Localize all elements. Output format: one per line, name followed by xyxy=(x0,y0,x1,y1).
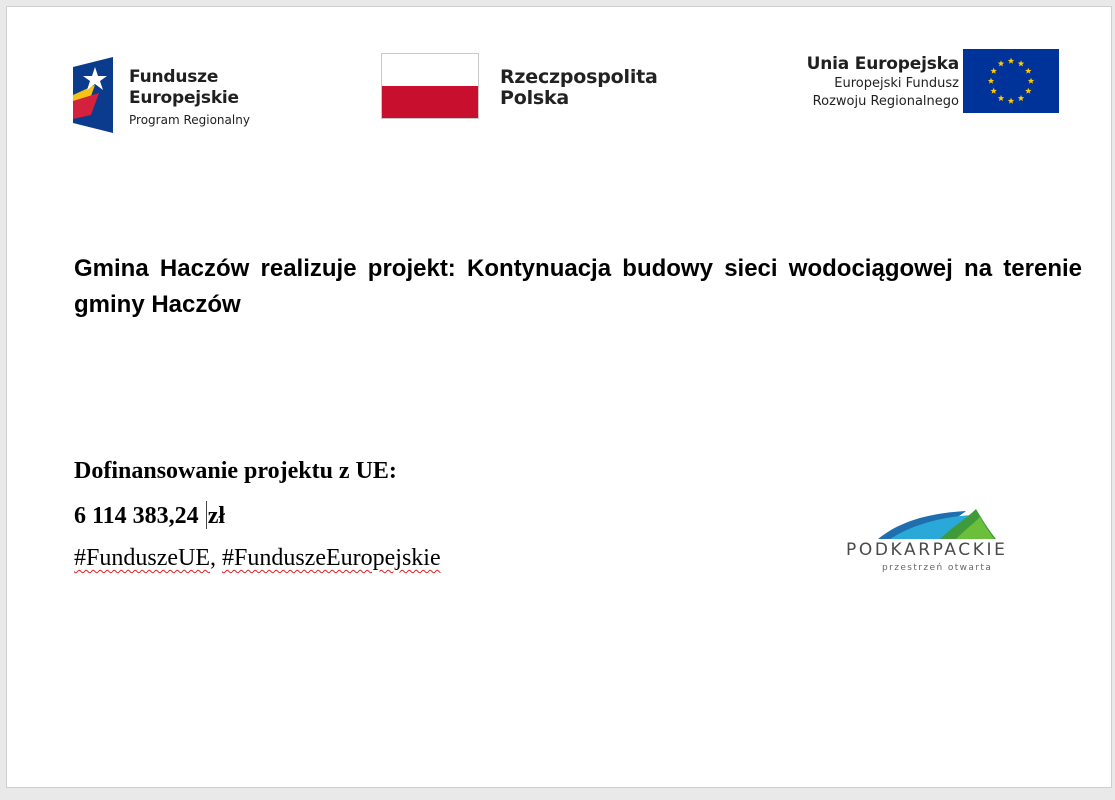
eu-star-icon xyxy=(1025,68,1031,74)
eu-star-icon xyxy=(998,60,1004,66)
hashtag-fundusze-ue: #FunduszeUE xyxy=(74,545,210,571)
rp-line2: Polska xyxy=(500,87,570,109)
fe-line1: Fundusze xyxy=(129,67,219,87)
eu-star-icon xyxy=(1025,88,1031,94)
eu-star-icon xyxy=(1008,98,1014,104)
funding-amount-currency: zł xyxy=(207,503,226,529)
rzeczpospolita-polska-text xyxy=(500,67,658,109)
fundusze-europejskie-text xyxy=(129,67,250,127)
ue-line2: Europejski Fundusz xyxy=(834,76,959,91)
document-page xyxy=(6,6,1112,788)
funding-amount-value: 6 114 383,24 xyxy=(74,503,199,529)
window-bottom-edge xyxy=(0,788,1115,800)
eu-star-icon xyxy=(990,88,996,94)
polish-flag-icon xyxy=(381,53,479,119)
podkarpackie-logo xyxy=(842,505,1032,585)
eu-star-icon xyxy=(1028,78,1034,84)
ue-line3: Rozwoju Regionalnego xyxy=(812,94,959,109)
fe-line2: Europejskie xyxy=(129,88,239,108)
eu-star-icon xyxy=(998,95,1004,101)
text-cursor xyxy=(206,501,207,529)
unia-europejska-text xyxy=(807,53,959,111)
eu-star-icon xyxy=(990,68,996,74)
podkarpackie-name: PODKARPACKIE xyxy=(846,540,1008,560)
unia-europejska-logo xyxy=(771,47,1071,127)
rzeczpospolita-polska-logo xyxy=(381,51,681,121)
podkarpackie-tagline: przestrzeń otwarta xyxy=(882,563,993,573)
fe-line3: Program Regionalny xyxy=(129,113,250,127)
fundusze-europejskie-logo xyxy=(73,55,273,135)
project-headline: Gmina Haczów realizuje projekt: Kontynuacja budowy sieci wodociągowej na terenie gminy Haczów xyxy=(74,255,1082,318)
hashtag-separator: , xyxy=(209,545,222,571)
podkarpackie-hills-icon xyxy=(870,505,1000,541)
logo-bar xyxy=(7,7,1111,157)
eu-star-icon xyxy=(1018,60,1024,66)
rp-line1: Rzeczpospolita xyxy=(500,66,658,88)
eu-star-icon xyxy=(1018,95,1024,101)
fundusze-europejskie-emblem-icon xyxy=(73,57,113,133)
eu-star-icon xyxy=(1008,58,1014,64)
ue-line1: Unia Europejska xyxy=(806,54,959,74)
eu-star-icon xyxy=(988,78,994,84)
funding-amount[interactable] xyxy=(74,501,225,530)
hashtags xyxy=(74,544,441,572)
hashtag-fundusze-europejskie: #FunduszeEuropejskie xyxy=(221,545,441,571)
eu-flag-icon xyxy=(963,49,1059,113)
funding-label: Dofinansowanie projektu z UE: xyxy=(74,458,397,484)
